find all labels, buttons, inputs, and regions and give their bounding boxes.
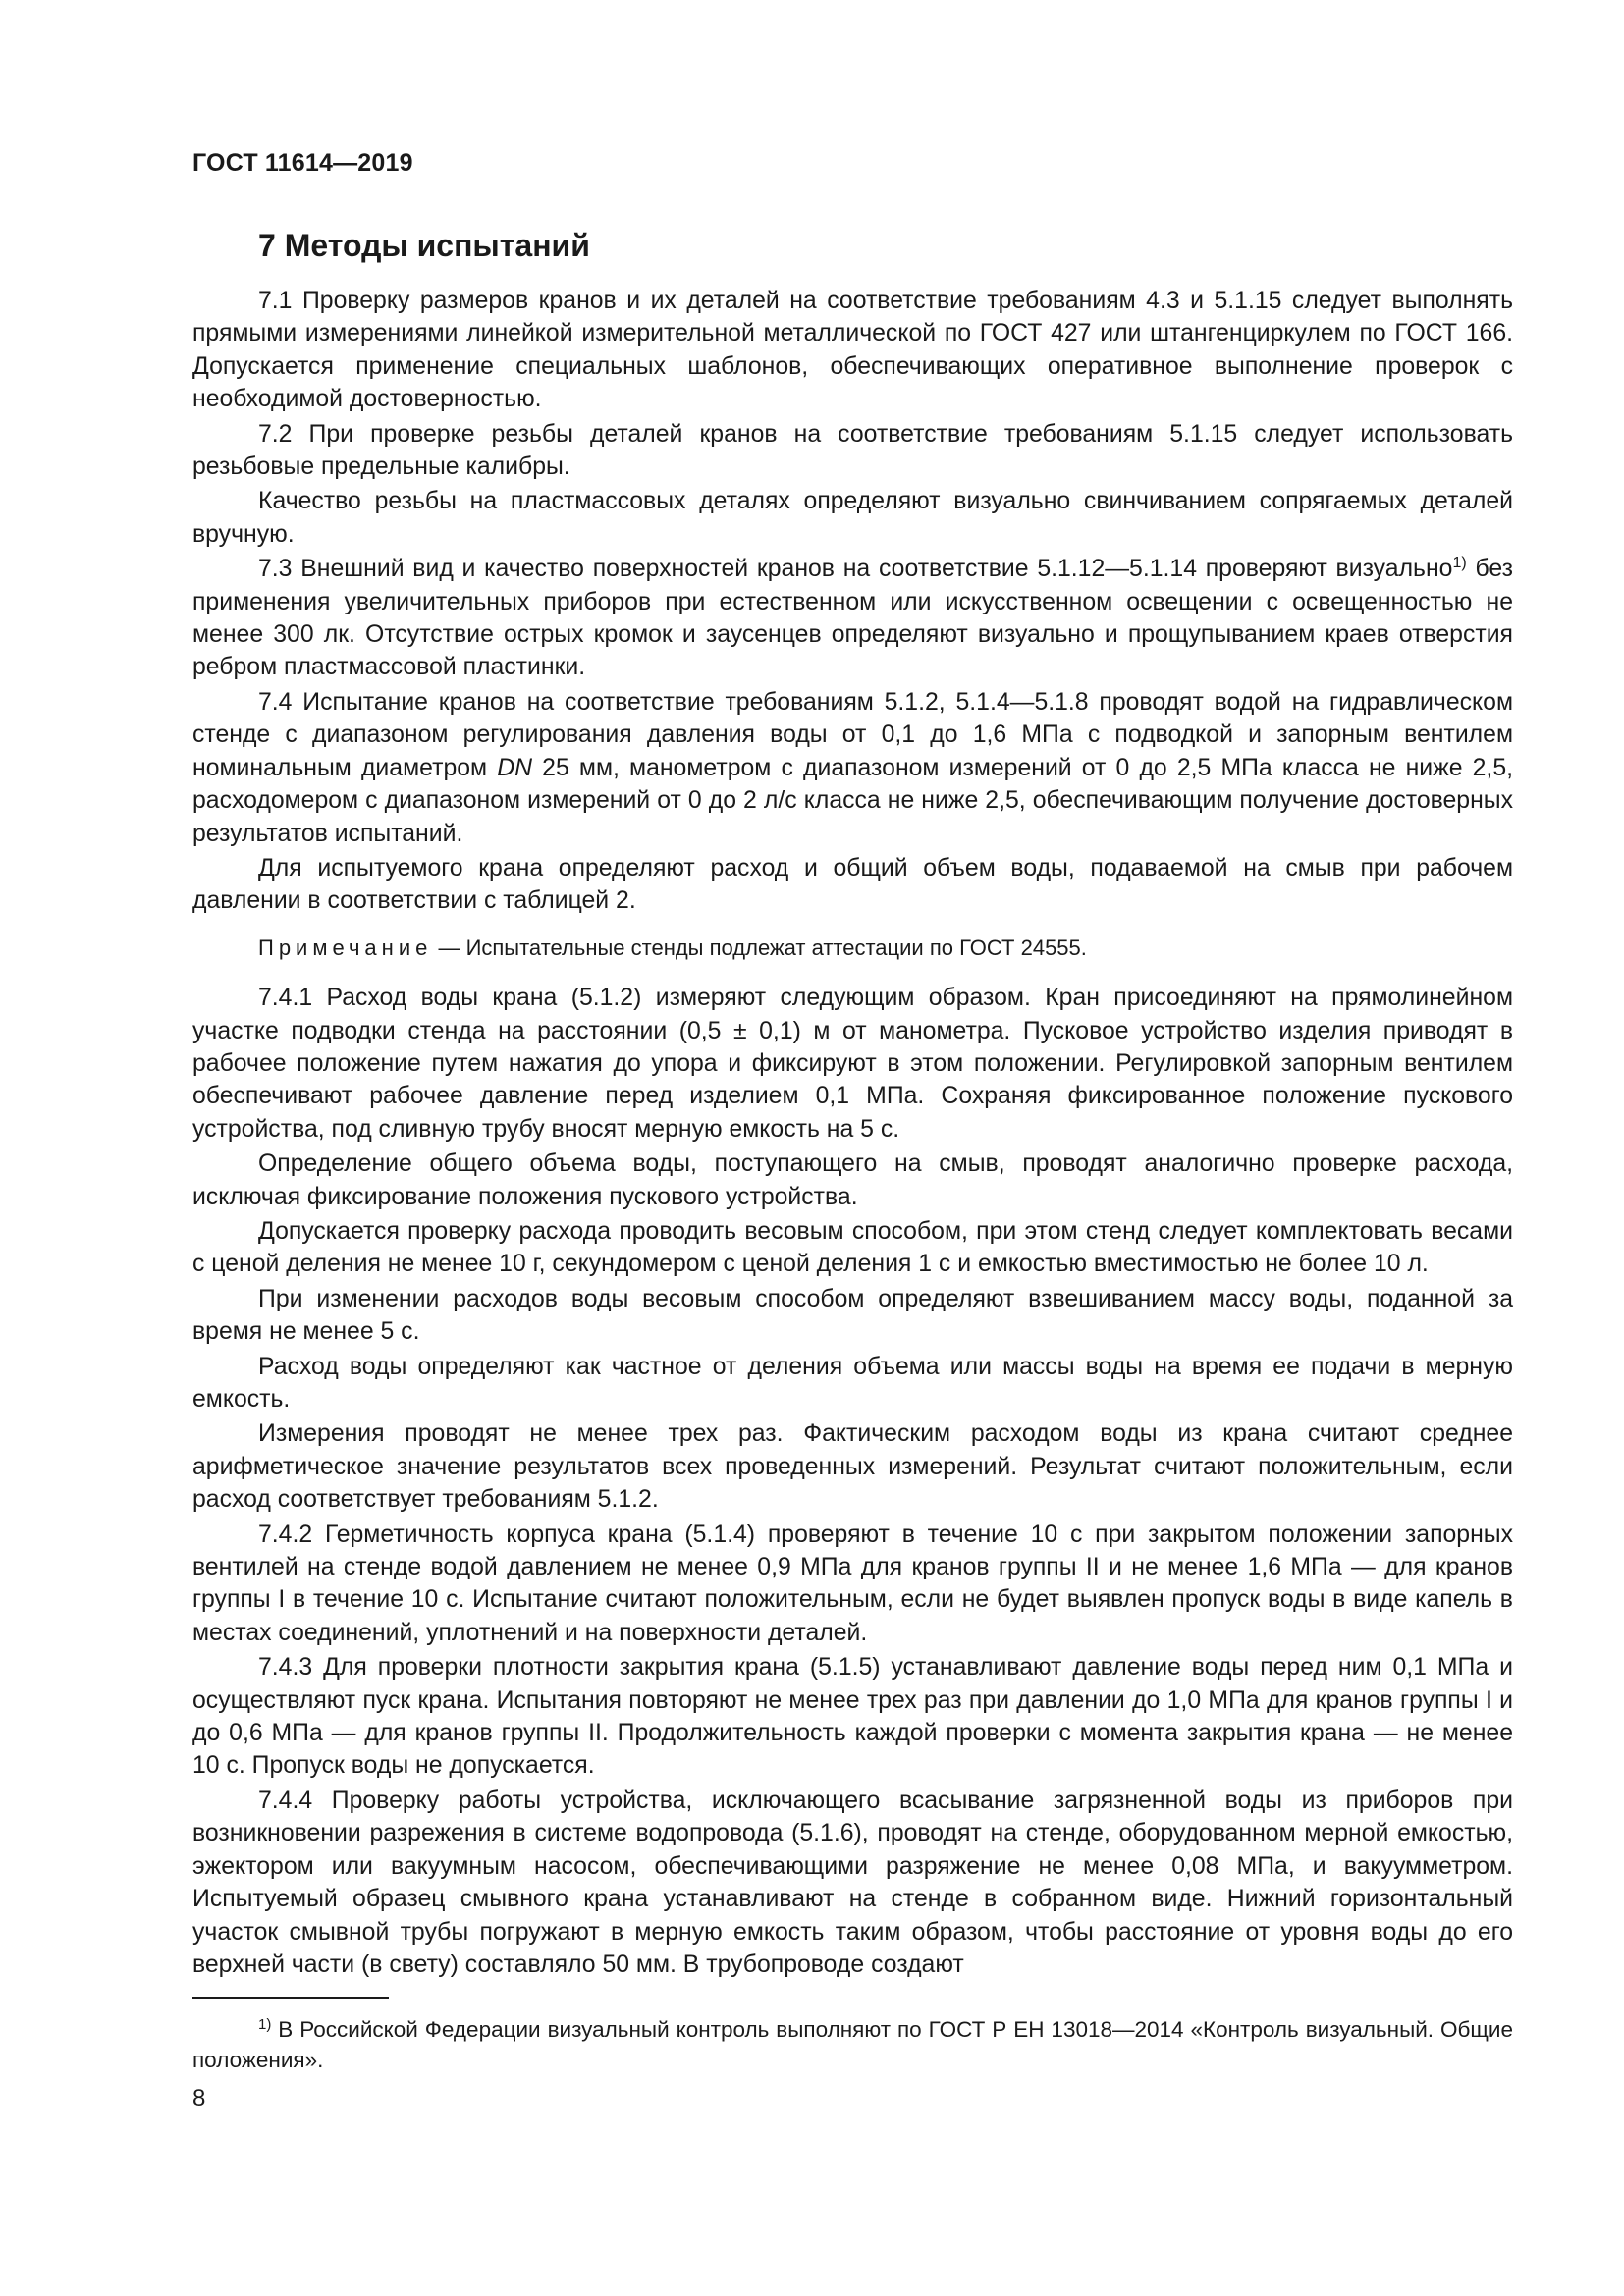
paragraph-7-4-3: 7.4.3 Для проверки плотности закрытия крана (5.1.5) устанавливают давление воды перед ним 0,1 МПа и осуществляют пуск крана. Испытания повторяют не менее трех раз при давлении до 1,0 МПа для кранов группы I и до 0,6 МПа — для кранов группы II. Продолжительность каждой проверки с момента закрытия крана — не менее 10 с. Пропуск воды не допускается. — [192, 1654, 1513, 1780]
note-text: — Испытательные стенды подлежат аттестации по ГОСТ 24555. — [432, 934, 1087, 960]
paragraph-7-4-1-flow-definition: Расход воды определяют как частное от деления объема или массы воды на время ее подачи в мерную емкость. — [192, 1353, 1513, 1413]
footnote-separator — [192, 1997, 389, 1999]
paragraph-7-4-1-measurements: Измерения проводят не менее трех раз. Фактическим расходом воды из крана считают среднее арифметическое значение результатов всех проведенных измерений. Результат считают положительным, если расход соответствует требованиям 5.1.2. — [192, 1420, 1513, 1514]
paragraph-7-3-text-end: без применения увеличительных приборов при естественном или искусственном освещении с освещенностью не менее 300 лк. Отсутствие острых кромок и заусенцев определяют визуально и прощупыванием краев отверстия ребром пластмассовой пластинки. — [192, 556, 1514, 681]
paragraph-7-4-1-weight-method: Допускается проверку расхода проводить весовым способом, при этом стенд следует комплектовать весами с ценой деления не менее 10 г, секундомером с ценой деления 1 с и емкостью вместимостью не более 10 л. — [192, 1217, 1513, 1278]
paragraph-7-4-1-weighing: При изменении расходов воды весовым способом определяют взвешиванием массу воды, поданной за время не менее 5 с. — [192, 1285, 1513, 1346]
paragraph-7-4-4: 7.4.4 Проверку работы устройства, исключающего всасывание загрязненной воды из приборов при возникновении разрежения в системе водопровода (5.1.6), проводят на стенде, оборудованном мерной емкостью, эжектором или вакуумным насосом, обеспечивающими разряжение не менее 0,08 МПа, и вакуумметром. Испытуемый образец смывного крана устанавливают на стенде в собранном виде. Нижний горизонтальный участок смывной трубы погружают в мерную емкость таким образом, чтобы расстояние от уровня воды до его верхней части (в свету) составляло 50 мм. В трубопроводе создают — [192, 1787, 1513, 1978]
paragraph-7-3-text-start: 7.3 Внешний вид и качество поверхностей кранов на соответствие 5.1.12—5.1.14 проверяют визуально — [258, 556, 1453, 583]
footnote-reference: 1) — [1452, 555, 1467, 572]
paragraph-7-2: 7.2 При проверке резьбы деталей кранов на соответствие требованиям 5.1.15 следует использовать резьбовые предельные калибры. — [192, 420, 1513, 481]
note — [192, 932, 1513, 964]
footnote-text: В Российской Федерации визуальный контроль выполняют по ГОСТ Р ЕН 13018—2014 «Контроль визуальный. Общие положения». — [192, 2017, 1513, 2072]
section-title: 7 Методы испытаний — [258, 228, 590, 263]
paragraph-7-1: 7.1 Проверку размеров кранов и их деталей на соответствие требованиям 4.3 и 5.1.15 следует выполнять прямыми измерениями линейкой измерительной металлической по ГОСТ 427 или штангенциркулем по ГОСТ 166. Допускается применение специальных шаблонов, обеспечивающих оперативное выполнение проверок с необходимой достоверностью. — [192, 288, 1513, 413]
paragraph-7-4-1: 7.4.1 Расход воды крана (5.1.2) измеряют следующим образом. Кран присоединяют на прямолинейном участке подводки стенда на расстоянии (0,5 ± 0,1) м от манометра. Пусковое устройство изделия приводят в рабочее положение путем нажатия до упора и фиксируют в этом положении. Регулировкой запорным вентилем обеспечивают рабочее давление перед изделием 0,1 МПа. Сохраняя фиксированное положение пускового устройства, под сливную трубу вносят мерную емкость на 5 с. — [192, 985, 1513, 1143]
footnote — [192, 2014, 1513, 2075]
paragraph-7-4-1-total-volume: Определение общего объема воды, поступающего на смыв, проводят аналогично проверке расхода, исключая фиксирование положения пускового устройства. — [192, 1150, 1513, 1210]
note-label: Примечание — [258, 934, 433, 960]
document-body — [192, 285, 1513, 1983]
footnote-marker: 1) — [258, 2016, 272, 2033]
paragraph-7-4-flow-volume: Для испытуемого крана определяют расход и общий объем воды, подаваемой на смыв при рабочем давлении в соответствии с таблицей 2. — [192, 854, 1513, 915]
paragraph-7-3 — [192, 553, 1513, 684]
paragraph-7-4 — [192, 686, 1513, 850]
nominal-diameter-symbol: DN — [497, 754, 533, 781]
paragraph-7-4-text-start: 7.4 Испытание кранов на соответствие требованиям 5.1.2, 5.1.4—5.1.8 проводят водой на гидравлическом стенде с диапазоном регулирования давления воды от 0,1 до 1,6 МПа с подводкой и запорным вентилем номинальным диаметром — [192, 688, 1513, 781]
paragraph-7-4-2: 7.4.2 Герметичность корпуса крана (5.1.4) проверяют в течение 10 с при закрытом положении запорных вентилей на стенде водой давлением не менее 0,9 МПа для кранов группы II и не менее 1,6 МПа — для кранов группы I в течение 10 с. Испытание считают положительным, если не будет выявлен пропуск воды в виде капель в местах соединений, уплотнений и на поверхности деталей. — [192, 1521, 1513, 1646]
page-number: 8 — [192, 2085, 206, 2111]
paragraph-7-4-text-end: 25 мм, манометром с диапазоном измерений от 0 до 2,5 МПа класса не ниже 2,5, расходомером с диапазоном измерений от 0 до 2 л/с класса не ниже 2,5, обеспечивающим получение достоверных результатов испытаний. — [192, 754, 1514, 847]
paragraph-7-2-thread-quality: Качество резьбы на пластмассовых деталях определяют визуально свинчиванием сопрягаемых деталей вручную. — [192, 488, 1513, 548]
document-id: ГОСТ 11614—2019 — [192, 149, 413, 177]
